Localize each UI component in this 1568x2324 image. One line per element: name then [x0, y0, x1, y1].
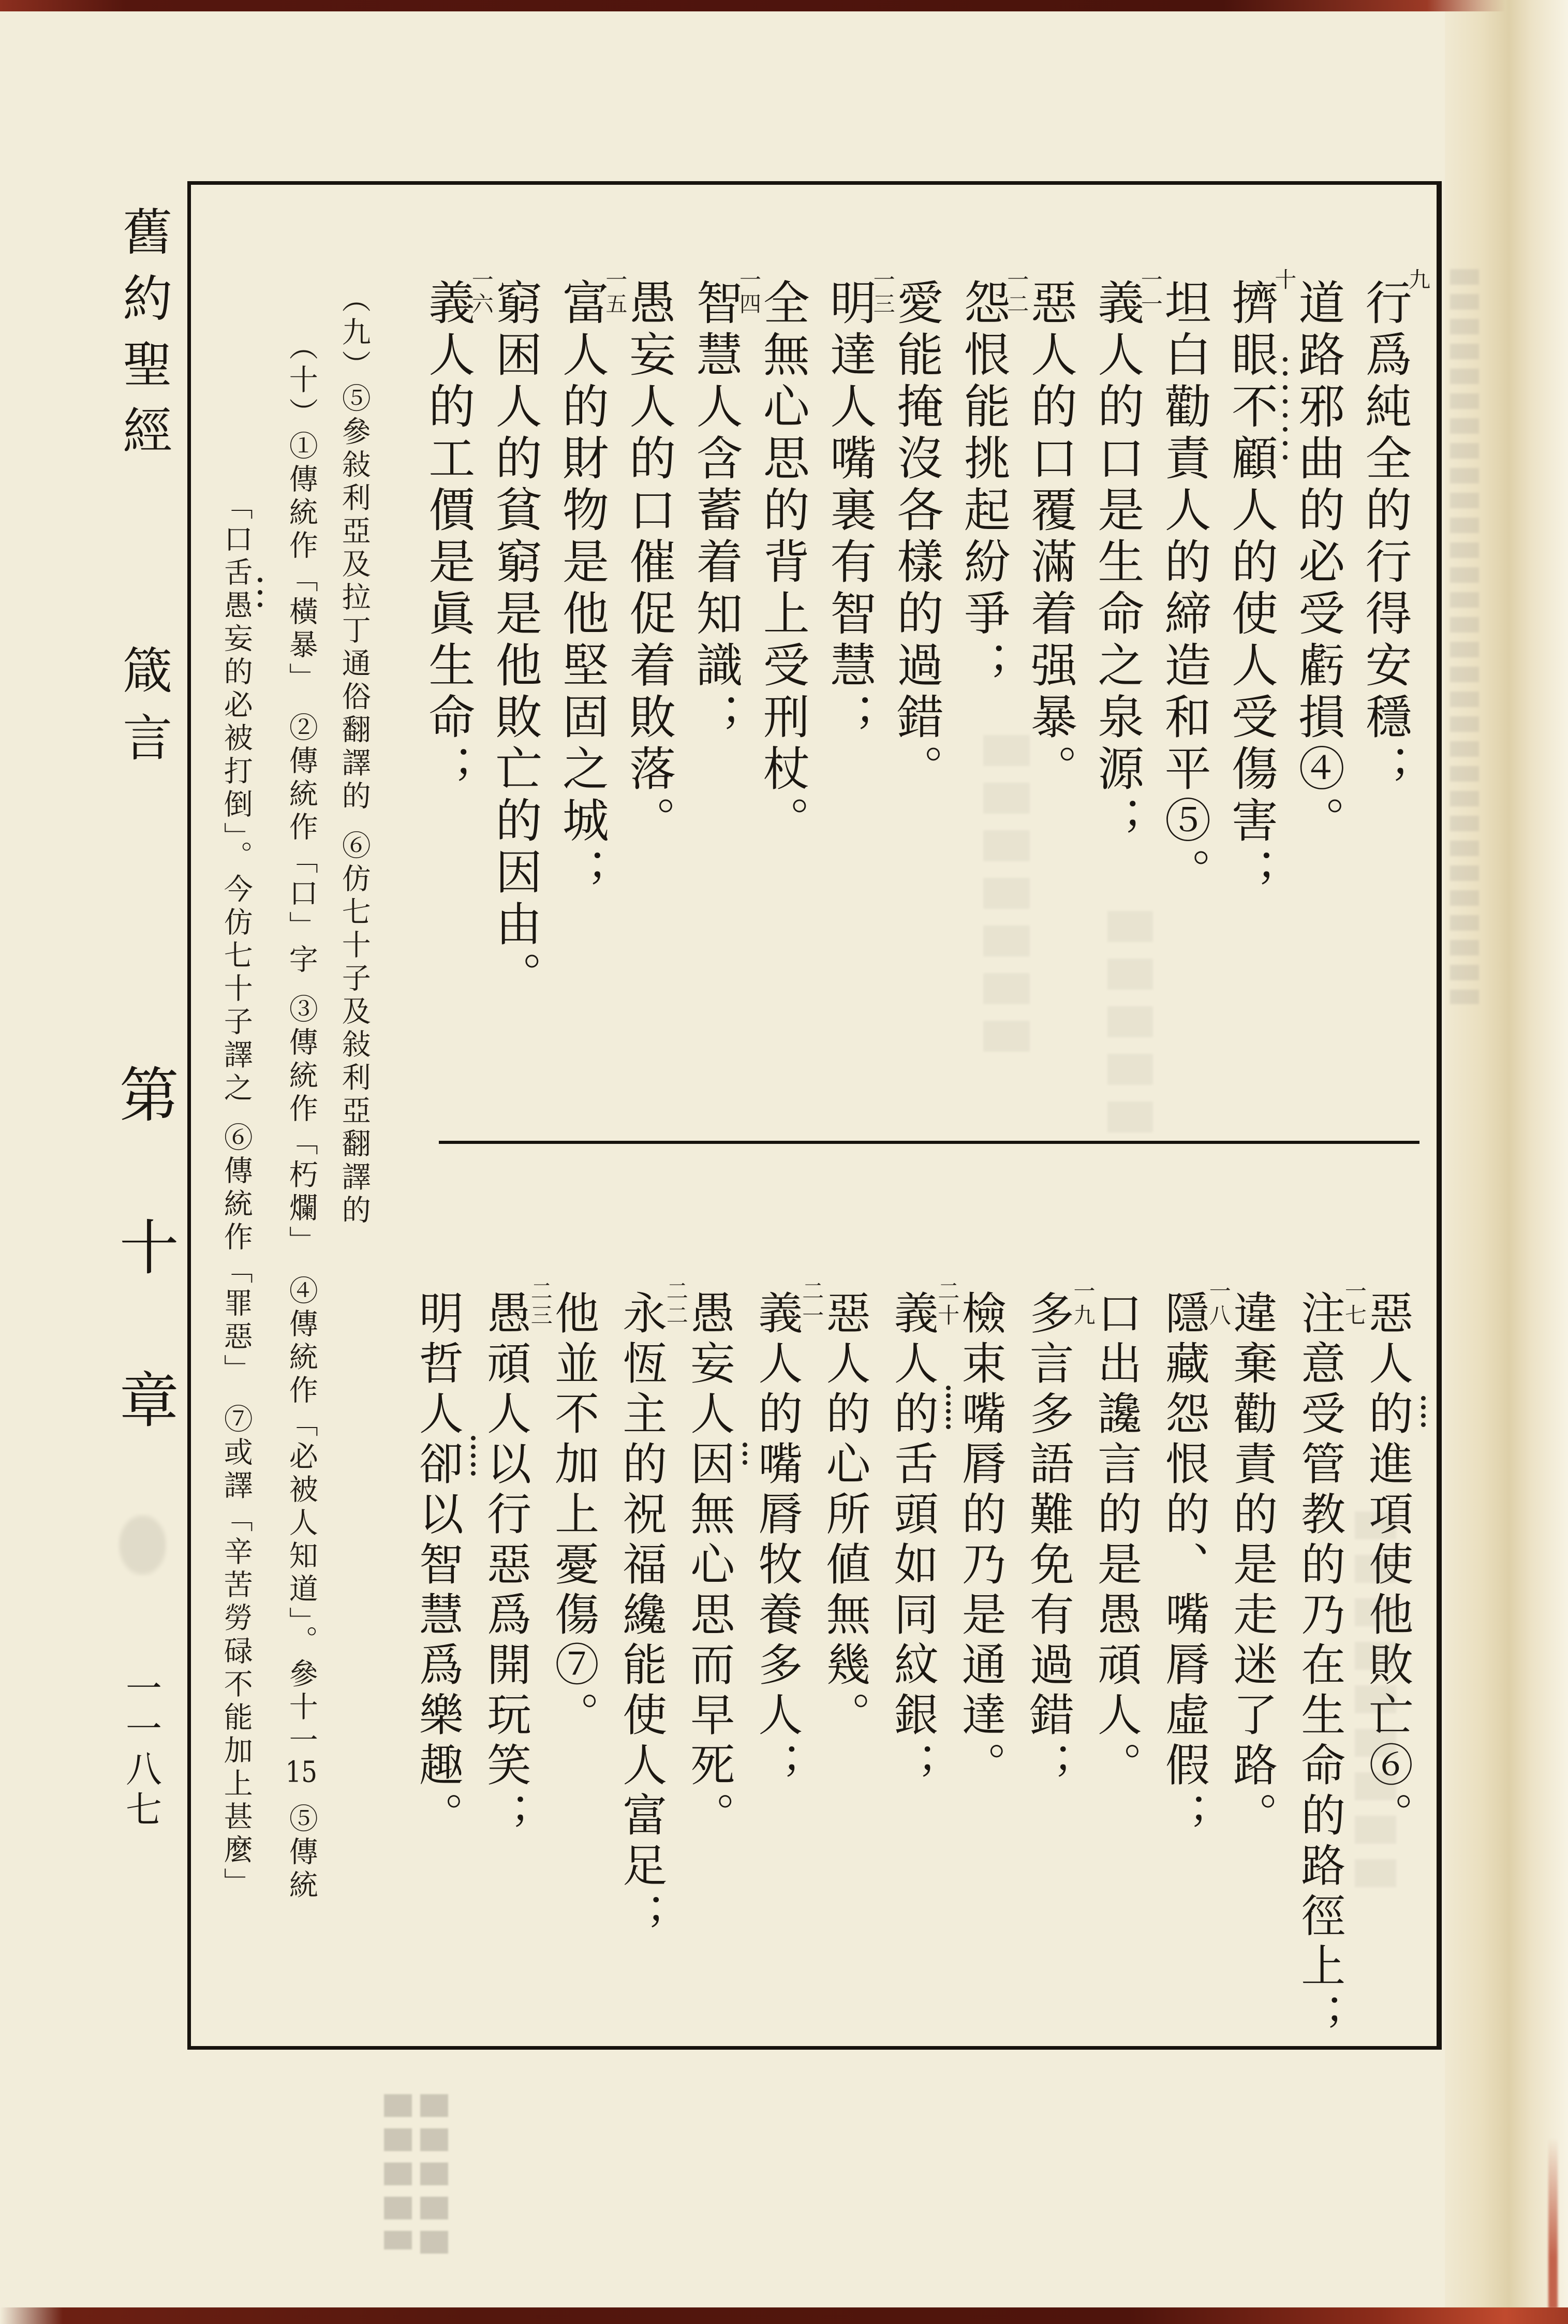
margin-title: 舊約聖經	[114, 206, 173, 471]
ellipsis-dots	[257, 578, 263, 615]
ellipsis-dot	[946, 1424, 951, 1429]
ellipsis-dot	[258, 578, 262, 582]
top-verse-column: 愚妄人的口催促着敗落。	[621, 278, 676, 848]
page-edge-red-streak	[1548, 2138, 1558, 2308]
ellipsis-dot	[258, 602, 262, 607]
bottom-verse-column: 多言多語難免有過錯；	[1022, 1290, 1074, 1792]
verse-number: 二一	[799, 1279, 825, 1328]
scan-edge-bottom	[0, 2307, 1568, 2324]
margin-page-number: 一一八七	[120, 1669, 162, 1831]
bottom-verse-column: 義人的嘴脣牧養多人；	[750, 1290, 803, 1792]
footnote-text: ③傳統作「朽爛」	[284, 994, 318, 1259]
ellipsis-dot	[946, 1409, 951, 1414]
top-verse-column: 怨恨能挑起紛爭；	[955, 278, 1010, 693]
page-edge-shading	[1445, 0, 1568, 2324]
ellipsis-dot	[471, 1453, 476, 1458]
top-verse-column: 義人的口是生命之泉源；	[1089, 278, 1144, 848]
footnote-column	[220, 491, 251, 1901]
verse-number: 一三	[870, 268, 896, 317]
footnote-column	[286, 331, 316, 1903]
bottom-verse-column: 他並不加上憂傷⑦。	[547, 1290, 599, 1742]
verse-number: 一四	[736, 268, 762, 317]
top-verse-column: 惡人的口覆滿着强暴。	[1023, 278, 1077, 796]
ellipsis-dot	[1283, 399, 1288, 404]
bottom-verse-column: 永恆主的祝福纔能使人富足；	[615, 1290, 667, 1943]
top-verse-column: 明達人嘴裏有智慧；	[822, 278, 877, 744]
top-verse-column: 富人的財物是他堅固之城；	[554, 278, 609, 900]
ellipsis-dot	[946, 1393, 951, 1398]
verse-number: 一七	[1341, 1279, 1367, 1328]
footnote-text: 「口舌愚妄的必被打倒」。今仿七十子譯之	[219, 491, 253, 1106]
verse-number: 十	[1271, 268, 1297, 292]
bottom-verse-column: 惡人的心所値無幾。	[818, 1290, 870, 1742]
ellipsis-dot	[471, 1471, 476, 1476]
top-verse-column: 坦白勸責人的締造和平⑤。	[1156, 278, 1211, 900]
top-verse-column: 全無心思的背上受刑杖。	[755, 278, 809, 848]
footnote-text: ④傳統作「必被人知道」。參十一	[284, 1275, 318, 1758]
bottom-verse-column: 違棄勸責的是走迷了路。	[1225, 1290, 1278, 1842]
showthrough-ghost	[420, 2094, 448, 2265]
margin-book-name: 箴言	[114, 644, 173, 779]
ellipsis-dot	[946, 1417, 951, 1421]
footnote-entry	[285, 1803, 318, 1903]
verse-number: 一九	[1070, 1279, 1096, 1328]
footnote-text: （十）①傳統作「橫暴」	[284, 331, 318, 696]
footnote-text: ②傳統作「口」字	[284, 712, 318, 977]
ellipsis-dots	[1282, 357, 1288, 469]
footnote-text: （九）⑤參敍利亞及拉丁通俗翻譯的	[337, 284, 371, 814]
ellipsis-dot	[1421, 1414, 1426, 1418]
top-verse-column: 道路邪曲的必受虧損④。	[1290, 278, 1345, 848]
bottom-verse-column: 惡人的進項使他敗亡⑥。	[1361, 1290, 1413, 1842]
ellipsis-dot	[1421, 1422, 1426, 1427]
footnote-entry	[219, 491, 253, 1106]
footnote-entry	[285, 1275, 318, 1787]
ellipsis-dot	[1421, 1396, 1426, 1401]
verse-number: 二三	[527, 1279, 553, 1328]
ellipsis-dot	[946, 1401, 951, 1406]
ellipsis-dot	[471, 1436, 476, 1440]
ellipsis-dot	[1283, 385, 1288, 390]
ellipsis-dot	[1283, 427, 1288, 432]
verse-number: 一八	[1206, 1279, 1232, 1328]
bottom-verse-column: 義人的舌頭如同紋銀；	[886, 1290, 938, 1792]
verse-number: 一五	[602, 268, 628, 317]
footnote-entry	[285, 994, 318, 1259]
verse-number: 一二	[1004, 268, 1030, 317]
bottom-verse-column: 愚妄人因無心思而早死。	[683, 1290, 735, 1842]
ellipsis-dot	[946, 1386, 951, 1390]
verse-number: 二二	[663, 1279, 689, 1328]
ellipsis-dot	[1283, 357, 1288, 362]
ellipsis-dot	[1283, 413, 1288, 418]
scan-edge-top	[0, 0, 1568, 11]
verse-number: 九	[1406, 268, 1431, 292]
bottom-verse-column: 注意受管教的乃在生命的路徑上；	[1293, 1290, 1345, 2043]
ellipsis-dot	[1421, 1405, 1426, 1409]
showthrough-ghost	[384, 2094, 412, 2249]
ellipsis-dot	[1283, 371, 1288, 376]
ellipsis-dot	[471, 1445, 476, 1449]
ellipsis-dot	[258, 590, 262, 595]
footnote-column	[338, 284, 369, 1228]
verse-number: 一一	[1137, 268, 1163, 317]
footnote-entry	[219, 1122, 253, 1387]
ellipsis-dots	[470, 1436, 477, 1480]
register-divider	[439, 1141, 1419, 1144]
ellipsis-dot	[1283, 455, 1288, 460]
verse-number: 一六	[468, 268, 494, 317]
ellipsis-dot	[743, 1451, 747, 1456]
footnote-entry	[337, 830, 371, 1228]
footnote-text: ⑦或譯「辛苦勞碌不能加上甚麼」	[219, 1404, 253, 1901]
top-verse-column: 行爲純全的行得安穩；	[1357, 278, 1412, 796]
footnote-text: 15	[285, 1758, 318, 1787]
verse-number: 二十	[935, 1279, 960, 1328]
showthrough-ghost	[118, 1514, 167, 1576]
footnote-entry	[219, 1404, 253, 1901]
top-verse-column: 愛能掩沒各樣的過錯。	[889, 278, 943, 796]
footnote-text: ⑥仿七十子及敍利亞翻譯的	[337, 830, 371, 1228]
ellipsis-dot	[743, 1460, 747, 1465]
footnote-entry	[285, 712, 318, 977]
bottom-verse-column: 隱藏怨恨的、嘴脣虛假；	[1157, 1290, 1209, 1842]
top-verse-column: 義人的工價是眞生命；	[420, 278, 475, 796]
ellipsis-dot	[471, 1462, 476, 1467]
footnote-text: ⑤傳統	[284, 1803, 318, 1903]
bottom-verse-column: 檢束嘴脣的乃是通達。	[954, 1290, 1006, 1792]
top-verse-column: 擠眼不顧人的使人受傷害；	[1223, 278, 1278, 900]
ellipsis-dot	[743, 1443, 747, 1447]
footnote-text: ⑥傳統作「罪惡」	[219, 1122, 253, 1387]
ellipsis-dot	[1283, 441, 1288, 446]
bottom-verse-column: 明哲人卻以智慧爲樂趣。	[411, 1290, 463, 1842]
top-verse-column: 窮困人的貧窮是他敗亡的因由。	[487, 278, 542, 1003]
margin-chapter: 第十章	[109, 1064, 179, 1522]
footnote-entry	[285, 331, 318, 696]
ellipsis-dots	[1420, 1396, 1426, 1431]
ellipsis-dots	[742, 1443, 748, 1469]
top-verse-column: 智慧人含蓄着知識；	[688, 278, 743, 744]
bottom-verse-column: 口出讒言的是愚頑人。	[1089, 1290, 1142, 1792]
ellipsis-dots	[945, 1386, 951, 1432]
footnote-entry	[337, 284, 371, 814]
bottom-verse-column: 愚頑人以行惡爲開玩笑；	[479, 1290, 531, 1842]
